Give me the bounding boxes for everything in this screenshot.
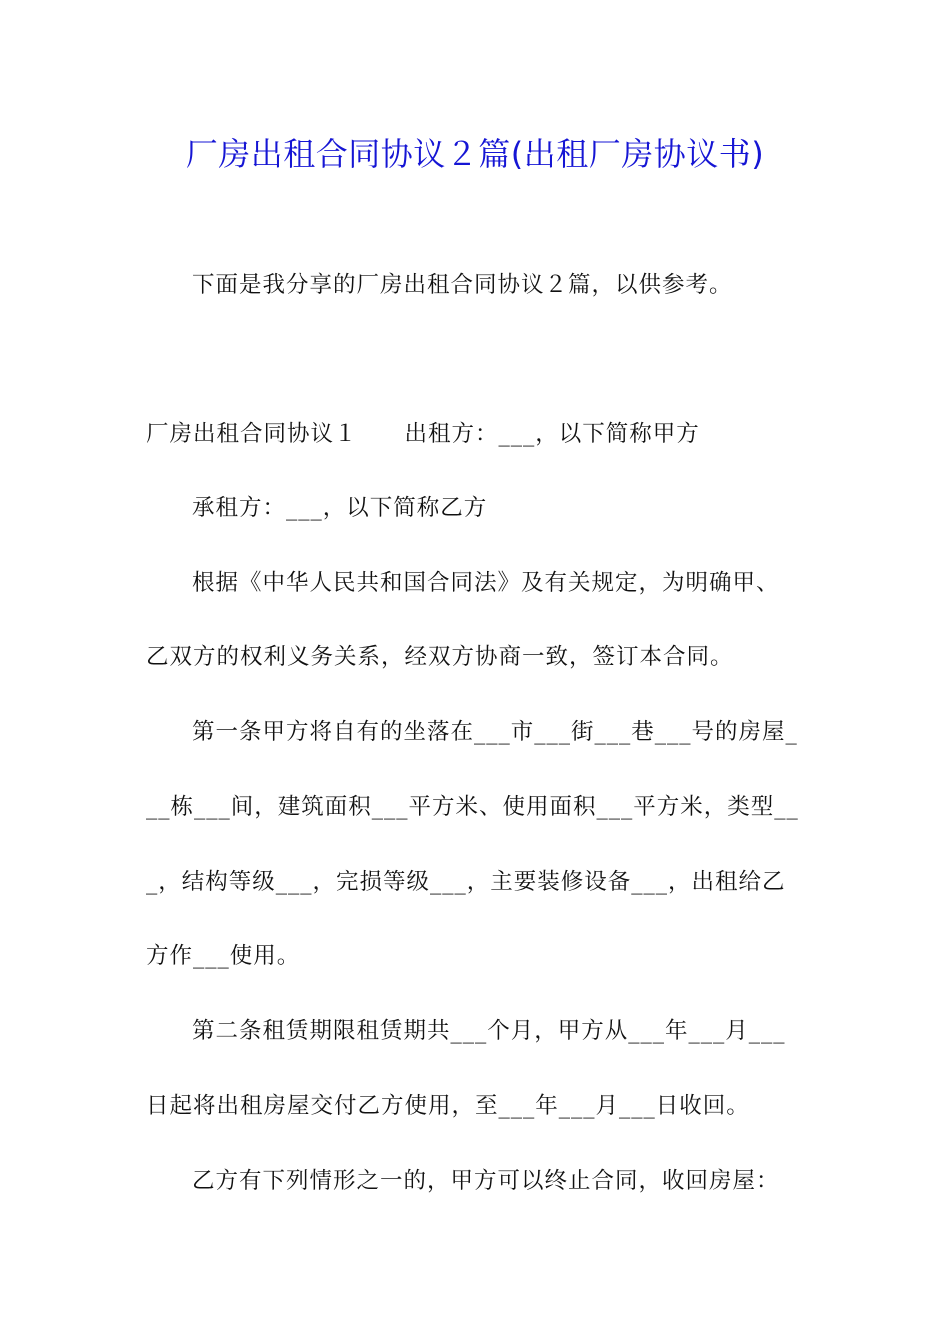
article-two-line: 第二条租赁期限租赁期共___个月，甲方从___年___月___	[192, 1018, 786, 1044]
termination-clause-line: 乙方有下列情形之一的，甲方可以终止合同，收回房屋：	[192, 1168, 780, 1194]
document-title: 厂房出租合同协议２篇(出租厂房协议书)	[185, 135, 765, 173]
agreement-heading-line: 厂房出租合同协议１ 出租方：___，以下简称甲方	[146, 421, 700, 447]
article-one-line: 第一条甲方将自有的坐落在___市___街___巷___号的房屋_	[192, 719, 798, 745]
lessee-line: 承租方：___，以下简称乙方	[192, 495, 488, 521]
intro-paragraph: 下面是我分享的厂房出租合同协议２篇，以供参考。	[192, 272, 733, 298]
body-text-line: 乙双方的权利义务关系，经双方协商一致，签订本合同。	[146, 644, 734, 670]
body-text-line: 方作___使用。	[146, 943, 301, 969]
body-text-line: __栋___间，建筑面积___平方米、使用面积___平方米，类型__	[146, 794, 799, 820]
body-text-line: 日起将出租房屋交付乙方使用，至___年___月___日收回。	[146, 1093, 750, 1119]
body-text-line: _，结构等级___，完损等级___，主要装修设备___，出租给乙	[146, 869, 786, 895]
body-text-line: 根据《中华人民共和国合同法》及有关规定，为明确甲、	[192, 570, 780, 596]
